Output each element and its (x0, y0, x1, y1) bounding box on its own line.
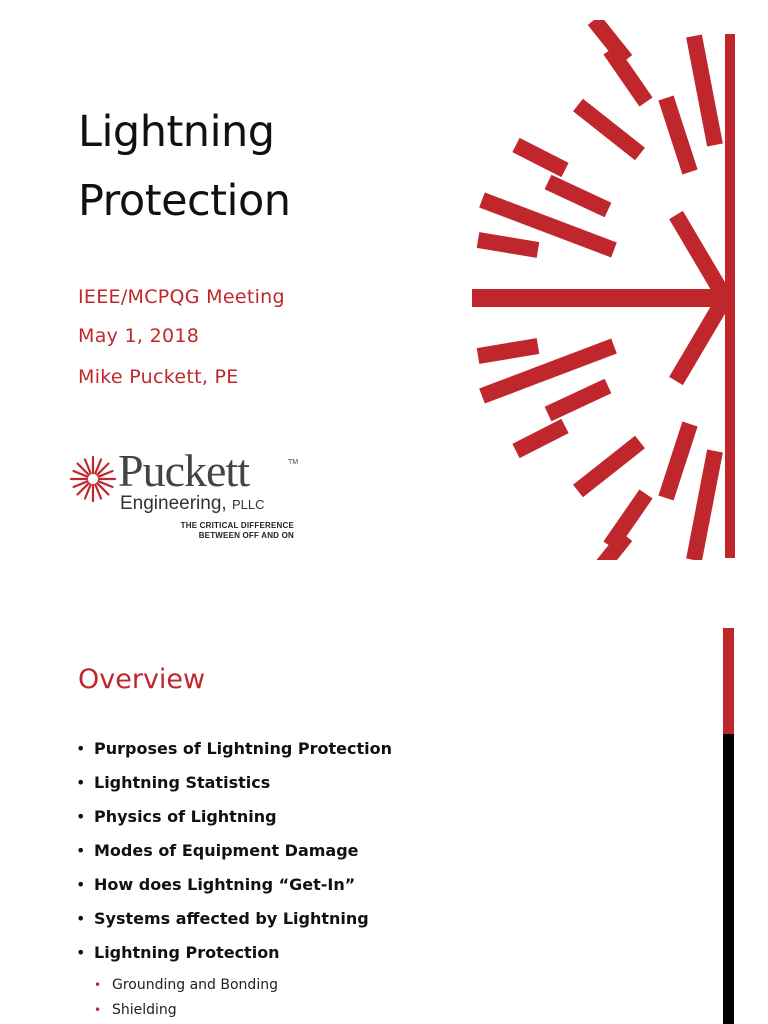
accent-bar-red (723, 628, 734, 734)
logo-tagline (154, 521, 294, 541)
bullet-marker: • (76, 773, 86, 792)
bullet-text: Modes of Equipment Damage (94, 841, 359, 860)
bullet-marker: • (76, 943, 86, 962)
bullet-marker: • (76, 739, 86, 758)
bullet-text: Lightning Protection (94, 943, 280, 962)
bullet-item (76, 738, 392, 772)
slide-title: Overview (78, 664, 206, 695)
bullet-item (76, 772, 392, 806)
bullet-marker: • (76, 909, 86, 928)
bullet-text: How does Lightning “Get-In” (94, 875, 356, 894)
overview-bullet-list (76, 738, 392, 976)
logo-tagline-line-1: THE CRITICAL DIFFERENCE (180, 521, 294, 530)
slide-title (78, 98, 291, 236)
logo-suffix: PLLC (231, 497, 265, 512)
logo-trademark: TM (288, 459, 299, 466)
bullet-marker: • (76, 807, 86, 826)
bullet-item (76, 806, 392, 840)
sub-bullet-item (94, 999, 278, 1024)
sub-bullet-text: Grounding and Bonding (112, 977, 278, 993)
bullet-text: Purposes of Lightning Protection (94, 739, 393, 758)
sub-bullet-marker: • (94, 1003, 102, 1017)
sub-bullet-item (94, 974, 278, 999)
bullet-text: Physics of Lightning (94, 807, 277, 826)
bullet-item (76, 908, 392, 942)
overview-slide (0, 600, 768, 1024)
title-line-1: Lightning (78, 107, 275, 157)
event-name: IEEE/MCPQG Meeting (78, 286, 285, 308)
title-line-2: Protection (78, 176, 291, 226)
bullet-marker: • (76, 875, 86, 894)
bullet-item (76, 840, 392, 874)
bullet-marker: • (76, 841, 86, 860)
burst-center-arrow (472, 289, 725, 307)
puckett-engineering-logo (68, 445, 308, 546)
logo-tagline-line-2: BETWEEN OFF AND ON (198, 531, 294, 540)
overview-sub-bullet-list (94, 974, 278, 1024)
logo-wordmark: Puckett (118, 445, 249, 496)
bullet-item (76, 942, 392, 976)
logo-subname-text: Engineering, (120, 493, 227, 514)
bullet-text: Systems affected by Lightning (94, 909, 369, 928)
bullet-item (76, 874, 392, 908)
event-date: May 1, 2018 (78, 325, 200, 347)
sunburst-logo-icon (68, 454, 118, 504)
lightning-burst-graphic (462, 20, 740, 560)
sub-bullet-marker: • (94, 978, 102, 992)
bullet-text: Lightning Statistics (94, 773, 271, 792)
sub-bullet-text: Shielding (112, 1002, 177, 1018)
presenter-name: Mike Puckett, PE (78, 366, 239, 388)
accent-bar-black (723, 734, 734, 1024)
logo-subname (120, 494, 265, 513)
